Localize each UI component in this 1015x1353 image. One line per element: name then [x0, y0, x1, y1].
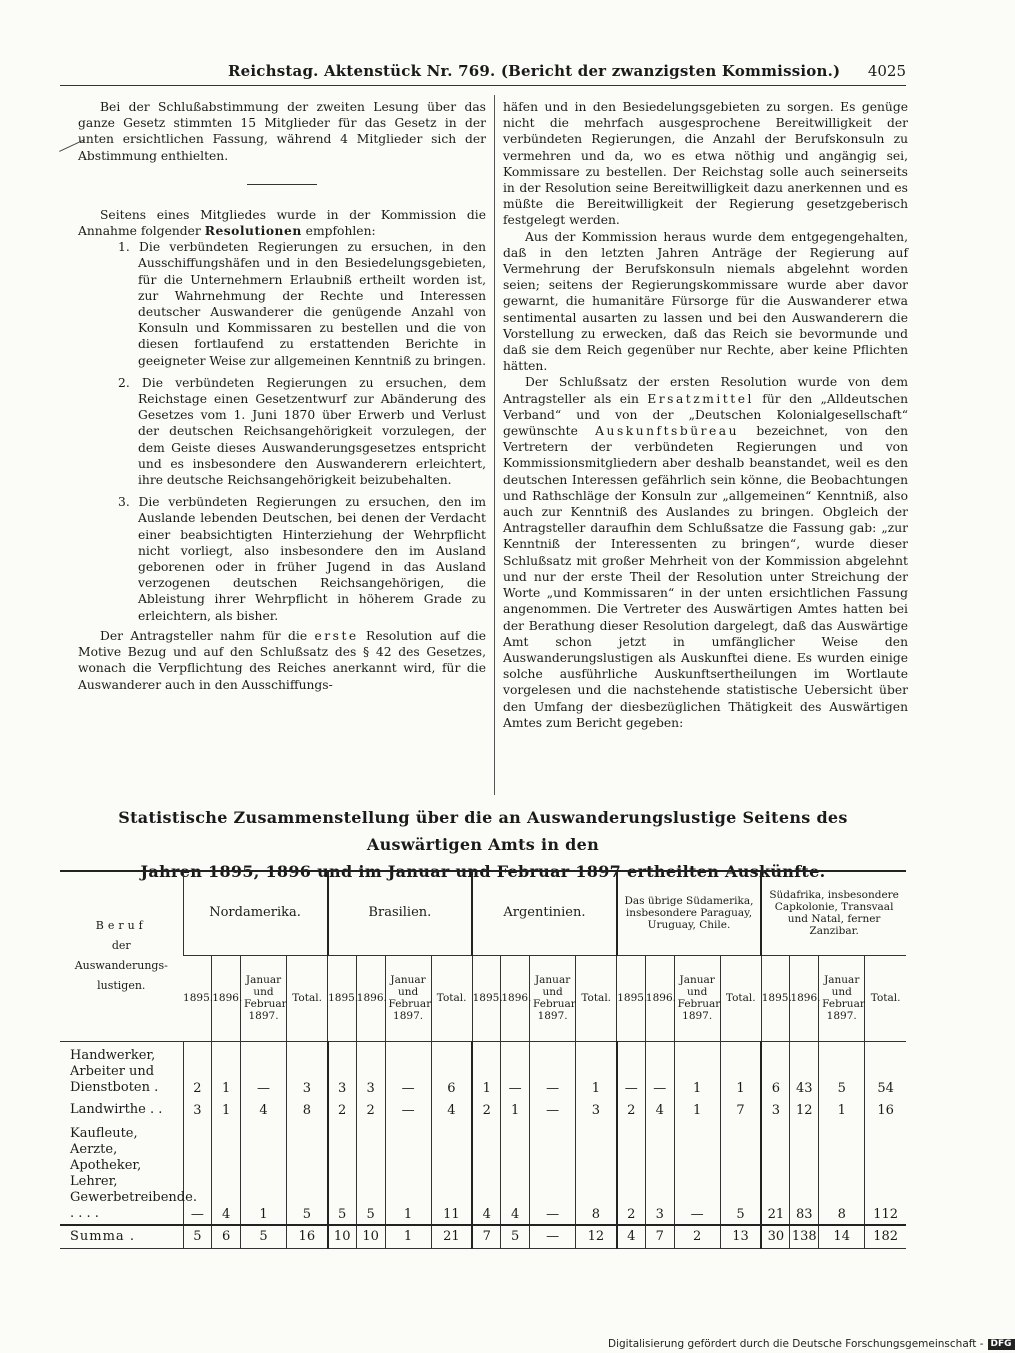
sum-cell: 5: [501, 1225, 530, 1249]
table-cell: —: [674, 1120, 720, 1225]
page-header: [60, 60, 906, 86]
table-cell: 4: [501, 1120, 530, 1225]
table-cell: 3: [645, 1120, 674, 1225]
spaced-term: erste: [314, 628, 359, 643]
table-cell: 5: [287, 1120, 328, 1225]
paragraph-resolutions-intro: [78, 207, 486, 239]
subheader-cell: Total.: [720, 955, 761, 1041]
subheader-cell: 1895.: [472, 955, 501, 1041]
table-cell: 2: [183, 1041, 212, 1098]
table-cell: 21: [761, 1120, 790, 1225]
table-cell: 4: [472, 1120, 501, 1225]
table-cell: 43: [790, 1041, 819, 1098]
paragraph-vote: Bei der Schlußabstimmung der zweiten Lesung über das ganze Gesetz stimmten 15 Mitglieder für das Gesetz in der unten ersichtlichen Fassung, während 4 Mitglieder sich der Abstimmung enthielten.: [78, 100, 486, 163]
table-cell: 1: [674, 1041, 720, 1098]
table-cell: 83: [790, 1120, 819, 1225]
table-cell: 1: [385, 1120, 431, 1225]
table-cell: —: [530, 1041, 576, 1098]
table-cell: 1: [240, 1120, 286, 1225]
resolution-3: 3. Die verbündeten Regierungen zu ersuchen, den im Auslande lebenden Deutschen, bei denen der Verdacht einer beabsichtigten Hinterziehung der Wehrpflicht nicht vorliegt, also insbesondere den im Ausland geborenen oder in früher Jugend in das Ausland verzogenen deutschen Reichsangehörigen, die Ableistung ihrer Wehrpflicht in höherem Grade zu erleichtern, als bisher.: [118, 495, 486, 623]
section-divider: [247, 184, 317, 185]
resolution-2: 2. Die verbündeten Regierungen zu ersuchen, dem Reichstage einen Gesetzentwurf zur Abänderung des Gesetzes vom 1. Juni 1870 über Erwerb und Verlust der deutschen Reichsangehörigkeit vorzulegen, der dem Geiste dieses Auswanderungsgesetzes entspricht und es insbesondere den Auswanderern erleichtert, ihre deutsche Reichsangehörigkeit beizubehalten.: [118, 375, 486, 488]
table-cell: 8: [287, 1098, 328, 1120]
paragraph-continuation: häfen und in den Besiedelungsgebieten zu sorgen. Es genüge nicht die mehrfach ausgesprochene Bereitwilligkeit der verbündeten Regierungen, die Anzahl der Berufskonsuln zu vermehren und da, wo es etwa nöthig und angängig sei, Kommissare zu bestellen. Der Reichstag solle auch seinerseits in der Resolution seine Bereitwilligkeit dazu anerkennen und es müßte die Bereitwilligkeit der Regierung gesetzgeberisch festgelegt werden.: [503, 100, 908, 228]
table-cell: 5: [720, 1120, 761, 1225]
country-header: Argentinien.: [472, 871, 617, 955]
dfg-logo: DFG: [988, 1339, 1015, 1350]
row-header-line: Beruf: [95, 919, 147, 933]
sum-cell: 13: [720, 1225, 761, 1249]
sum-cell: 5: [183, 1225, 212, 1249]
table-cell: 4: [212, 1120, 241, 1225]
paragraph-final-clause: [503, 374, 908, 730]
sum-row: [60, 1225, 906, 1249]
row-header-line: lustigen.: [97, 979, 146, 993]
table-cell: 4: [645, 1098, 674, 1120]
table-cell: 2: [617, 1098, 646, 1120]
table-row: [60, 1098, 906, 1120]
footer-text: Digitalisierung gefördert durch die Deutsche Forschungsgemeinschaft -: [608, 1338, 984, 1350]
resolution-1: 1. Die verbündeten Regierungen zu ersuchen, in den Ausschiffungshäfen und in den Besiedelungsgebieten, für die Unternehmern Erlaubniß ertheilt worden ist, zur Wahrnehmung der Rechte und Interessen deutscher Auswanderer die genügende Anzahl von Konsuln und Kommissaren zu bestellen und die von diesen fortlaufend zu erstattenden Berichte in geeigneter Weise zur allgemeinen Kenntniß zu bringen.: [118, 240, 486, 368]
table-cell: 1: [576, 1041, 617, 1098]
subheader-cell: Total.: [287, 955, 328, 1041]
table-cell: 8: [576, 1120, 617, 1225]
table-cell: 1: [819, 1098, 865, 1120]
table-cell: 5: [328, 1120, 357, 1225]
table-cell: 1: [212, 1098, 241, 1120]
table-cell: 1: [674, 1098, 720, 1120]
table-cell: —: [240, 1041, 286, 1098]
table-cell: —: [501, 1041, 530, 1098]
row-header-line: Auswanderungs-: [74, 959, 168, 973]
table-cell: 3: [328, 1041, 357, 1098]
subheader-cell: 1896.: [645, 955, 674, 1041]
subheader-cell: 1896.: [212, 955, 241, 1041]
subheader-cell: Januar und Februar 1897.: [674, 955, 720, 1041]
table-row: [60, 1120, 906, 1225]
subheader-cell: Januar und Februar 1897.: [385, 955, 431, 1041]
sum-cell: 6: [212, 1225, 241, 1249]
sum-label: Summa .: [60, 1225, 183, 1249]
right-column: [503, 99, 908, 731]
sum-cell: 1: [385, 1225, 431, 1249]
table-cell: —: [645, 1041, 674, 1098]
sum-cell: 10: [356, 1225, 385, 1249]
table-cell: 3: [576, 1098, 617, 1120]
sum-cell: 10: [328, 1225, 357, 1249]
table-cell: 1: [212, 1041, 241, 1098]
sum-cell: 7: [645, 1225, 674, 1249]
subheader-cell: 1895.: [183, 955, 212, 1041]
row-header-line: der: [111, 939, 131, 953]
sum-cell: 7: [472, 1225, 501, 1249]
subheader-cell: Januar und Februar 1897.: [530, 955, 576, 1041]
paragraph-commission: Aus der Kommission heraus wurde dem entgegengehalten, daß in den letzten Jahren Anträge der Regierung auf Vermehrung der Berufskonsuln niemals abgelehnt worden seien; seitens der Regierungskommissare wurde aber davor gewarnt, die humanitäre Fürsorge für die Auswanderer etwa sentimental ausarten zu lassen und bei den Auswanderern die Vorstellung zu erwecken, daß das Reich sie bevormunde und daß sie dem Reich gegenüber nur Rechte, aber keine Pflichten hätten.: [503, 229, 908, 374]
table-cell: 12: [790, 1098, 819, 1120]
table-cell: 8: [819, 1120, 865, 1225]
row-label: Landwirthe . .: [70, 1101, 163, 1117]
table-cell: 2: [356, 1098, 385, 1120]
subheader-cell: 1895.: [328, 955, 357, 1041]
table-cell: 2: [472, 1098, 501, 1120]
table-cell: 4: [431, 1098, 472, 1120]
text-run: Der Antragsteller nahm für die: [100, 628, 315, 643]
subheader-cell: 1896.: [501, 955, 530, 1041]
table-cell: 2: [328, 1098, 357, 1120]
table-cell: —: [385, 1098, 431, 1120]
header-title: Reichstag. Aktenstück Nr. 769. (Bericht der zwanzigsten Kommission.): [228, 62, 841, 80]
table-subheader-row: [60, 955, 906, 1041]
table-row: [60, 1041, 906, 1098]
country-header: Das übrige Südamerika, insbesondere Paraguay, Uruguay, Chile.: [617, 871, 762, 955]
table-cell: 6: [431, 1041, 472, 1098]
sum-cell: 4: [617, 1225, 646, 1249]
subheader-cell: 1896.: [356, 955, 385, 1041]
column-separator: [494, 95, 495, 795]
spaced-term: Ersatzmittel: [647, 391, 754, 406]
table-cell: 1: [501, 1098, 530, 1120]
subheader-cell: Total.: [576, 955, 617, 1041]
statistics-table: [60, 870, 906, 1249]
table-cell: 7: [720, 1098, 761, 1120]
subheader-cell: 1895.: [617, 955, 646, 1041]
sum-cell: 14: [819, 1225, 865, 1249]
subheader-cell: 1895.: [761, 955, 790, 1041]
table-cell: 4: [240, 1098, 286, 1120]
sum-cell: 182: [865, 1225, 906, 1249]
sum-cell: —: [530, 1225, 576, 1249]
sum-cell: 16: [287, 1225, 328, 1249]
sum-cell: 2: [674, 1225, 720, 1249]
bold-term: Resolutionen: [204, 223, 302, 239]
country-header: Nordamerika.: [183, 871, 328, 955]
text-run: für den „Alldeutschen Verband“ und von der „Deutschen Kolonialgesellschaft“ gewünschte: [503, 391, 908, 439]
table-cell: 3: [761, 1098, 790, 1120]
paragraph-proposer: [78, 628, 486, 693]
sum-cell: 138: [790, 1225, 819, 1249]
table-cell: 3: [183, 1098, 212, 1120]
footer-credit: [608, 1338, 1015, 1350]
table-cell: —: [530, 1098, 576, 1120]
table-cell: —: [385, 1041, 431, 1098]
table-cell: 5: [356, 1120, 385, 1225]
text-run: empfohlen:: [301, 224, 376, 239]
country-header: Südafrika, insbesondere Capkolonie, Transvaal und Natal, ferner Zanzibar.: [761, 871, 906, 955]
subheader-cell: Total.: [865, 955, 906, 1041]
table-cell: —: [183, 1120, 212, 1225]
table-cell: 3: [287, 1041, 328, 1098]
row-header-cell: [60, 871, 183, 1041]
text-run: Resolution auf die Motive Bezug und auf den Schlußsatz des § 42 des Gesetzes, wonach die Verpflichtung des Reiches anerkannt wird, für die Auswanderer auch in den Ausschiffungs-: [78, 628, 486, 692]
table-header-row: [60, 871, 906, 955]
table-cell: 3: [356, 1041, 385, 1098]
sum-cell: 12: [576, 1225, 617, 1249]
text-run: Seitens eines Mitgliedes wurde in der Kommission die Annahme folgender: [78, 207, 486, 239]
sum-cell: 30: [761, 1225, 790, 1249]
table-cell: 6: [761, 1041, 790, 1098]
text-run: bezeichnet, von den Vertretern der verbündeten Regierungen und von Kommissionsmitgliedern aber deshalb beanstandet, weil es den deutschen Interessen gefährlich sein könne, die Beobachtungen und Rathschläge der Konsuln zur „allgemeinen“ Kenntniß, also auch zur Kenntniß des Auslandes zu bringen. Obgleich der Antragsteller daraufhin dem Schlußsatze die Fassung gab: „zur Kenntniß der Interessenten zu bringen“, wurde dieser Schlußsatz mit großer Mehrheit von der Kommission abgelehnt und nur der erste Theil der Resolution unter Streichung der Worte „und Kommissaren“ in der unten ersichtlichen Fassung angenommen. Die Vertreter des Auswärtigen Amtes hatten bei der Berathung dieser Resolution dargelegt, daß das Auswärtige Amt schon jetzt in umfänglicher Weise den Auswanderungslustigen als Auskunftei diene. Es wurden einige solche ausführliche Auskunftsertheilungen im Wortlaute vorgelesen und die nachstehende statistische Uebersicht über den Umfang der diesbezüglichen Thätigkeit des Auswärtigen Amtes zum Bericht gegeben:: [503, 424, 908, 730]
table-cell: —: [617, 1041, 646, 1098]
subheader-cell: 1896.: [790, 955, 819, 1041]
sum-cell: 5: [240, 1225, 286, 1249]
text-run: Der Schlußsatz der ersten Resolution wurde von dem Antragsteller als ein: [503, 375, 908, 406]
table-cell: 11: [431, 1120, 472, 1225]
page-number: 4025: [867, 62, 906, 80]
table-cell: 1: [472, 1041, 501, 1098]
row-label: Handwerker, Arbeiter und Dienstboten .: [60, 1041, 183, 1098]
table-cell: 2: [617, 1120, 646, 1225]
table-cell: 1: [720, 1041, 761, 1098]
row-label: Kaufleute, Aerzte, Apotheker, Lehrer, Gewerbetreibende. . . . .: [70, 1125, 197, 1221]
table-cell: —: [530, 1120, 576, 1225]
spaced-term: Auskunftsbüreau: [595, 424, 740, 439]
table-cell: 54: [865, 1041, 906, 1098]
country-header: Brasilien.: [328, 871, 473, 955]
subheader-cell: Total.: [431, 955, 472, 1041]
table-cell: 16: [865, 1098, 906, 1120]
subheader-cell: Januar und Februar 1897.: [240, 955, 286, 1041]
table-cell: 5: [819, 1041, 865, 1098]
table-title-line: Jahren 1895, 1896 und im Januar und Februar 1897 ertheilten Auskünfte.: [140, 862, 826, 881]
sum-cell: 21: [431, 1225, 472, 1249]
subheader-cell: Januar und Februar 1897.: [819, 955, 865, 1041]
table-title-line: Statistische Zusammenstellung über die an Auswanderungslustige Seitens des Auswärtigen Amts in den: [118, 808, 848, 854]
table-cell: 112: [865, 1120, 906, 1225]
left-column: [78, 99, 486, 693]
